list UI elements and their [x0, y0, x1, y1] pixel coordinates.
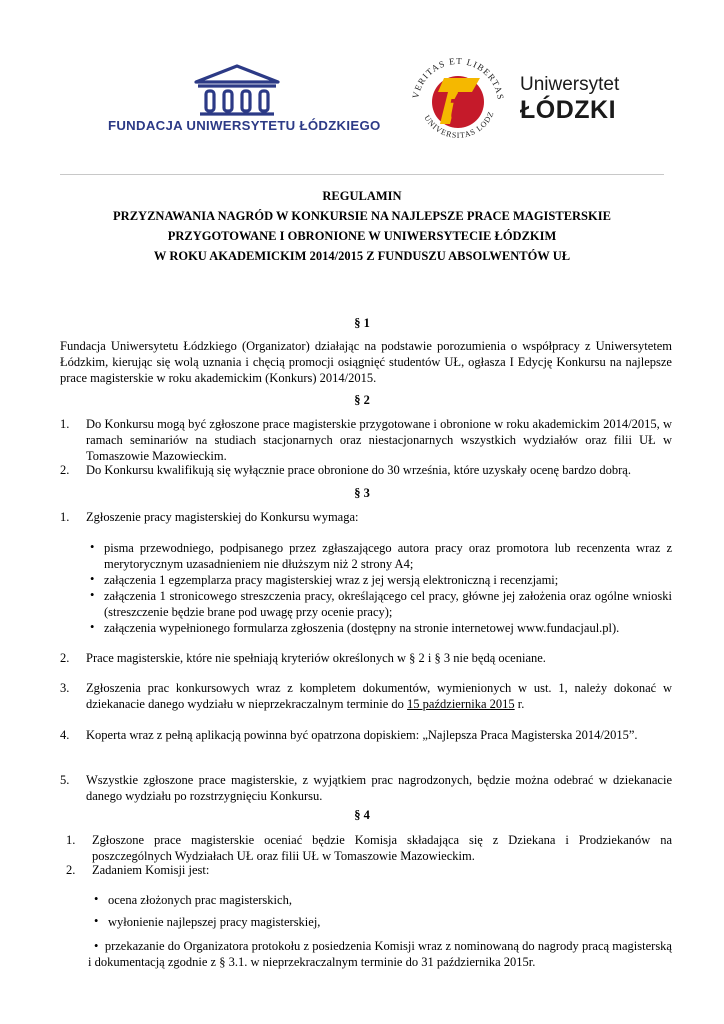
s4-bullet-3-wrap [88, 938, 672, 970]
bullet-icon: • [90, 572, 95, 586]
s3-bullet-2: załączenia 1 egzemplarza pracy magisterskiej wraz z jej wersją elektroniczną i recenzjami; [104, 573, 559, 587]
bullet-icon: • [90, 588, 95, 602]
header-divider [60, 174, 664, 175]
university-name [520, 74, 619, 124]
s3-item-3-suffix: r. [514, 697, 525, 711]
foundation-name: FUNDACJA UNIWERSYTETU ŁÓDZKIEGO [108, 118, 381, 133]
bullet-icon: • [90, 620, 95, 634]
section-3-heading: § 3 [354, 486, 370, 500]
s3-item-3-body: Zgłoszenia prac konkursowych wraz z kompletem dokumentów, wymienionych w ust. 1, należy dokonać w dziekanacie danego wydziału w nieprzekraczalnym terminie do [86, 681, 672, 711]
s4-item-1-num: 1. [66, 833, 76, 847]
section-1-text: Fundacja Uniwersytetu Łódzkiego (Organizator) działając na podstawie porozumienia o współpracy z Uniwersytetem Łódzkim, kierując się wolą uznania i chęcią promocji osiągnięć studentów UŁ, ogłasza I Edycję Konkursu na najlepsze prace magisterskie w roku akademickim (Konkurs) 2014/2015. [60, 339, 672, 385]
university-seal [400, 42, 516, 158]
building-icon [102, 62, 372, 118]
s3-item-2-num: 2. [60, 651, 70, 665]
title-line-1: REGULAMIN [322, 189, 402, 203]
s4-bullet-2: wyłonienie najlepszej pracy magisterskiej, [108, 915, 321, 929]
bullet-icon: • [94, 914, 99, 928]
title-line-3: PRZYGOTOWANE I OBRONIONE W UNIWERSYTECIE ŁÓDZKIM [167, 229, 557, 243]
bullet-icon: • [90, 540, 95, 554]
s3-item-2-text: Prace magisterskie, które nie spełniają kryteriów określonych w § 2 i § 3 nie będą oceniane. [86, 651, 546, 665]
s2-item-2-num: 2. [60, 463, 70, 477]
s4-item-1-text: Zgłoszone prace magisterskie oceniać będzie Komisja składająca się z Dziekana i Prodziekanów na poszczególnych Wydziałach UŁ oraz filii UŁ w Tomaszowie Mazowieckim. [92, 833, 672, 863]
university-line1: Uniwersytet [520, 74, 620, 95]
section-4-heading: § 4 [354, 808, 370, 822]
svg-text:VERITAS ET LIBERTAS: VERITAS ET LIBERTAS [410, 55, 506, 102]
s2-item-1-num: 1. [60, 417, 70, 431]
title-line-4: W ROKU AKADEMICKIM 2014/2015 Z FUNDUSZU ABSOLWENTÓW UŁ [153, 249, 571, 263]
s4-bullet-3: przekazanie do Organizatora protokołu z posiedzenia Komisji wraz z nominowaną do nagrody pracą magisterską i dokumentacją zgodnie z § 3.1. w nieprzekraczalnym terminie do 31 października 2015r. [88, 939, 672, 969]
s4-bullet-1: ocena złożonych prac magisterskich, [108, 893, 292, 907]
s3-item-3-text [86, 680, 672, 712]
section-1-heading: § 1 [354, 316, 370, 330]
svg-text:UNIVERSITAS LODZIENSIS: UNIVERSITAS LODZ [422, 109, 496, 140]
s3-item-3-deadline: 15 października 2015 [407, 697, 515, 711]
bullet-icon: • [94, 939, 105, 953]
s3-item-4-num: 4. [60, 728, 70, 742]
s3-item-1-text: Zgłoszenie pracy magisterskiej do Konkursu wymaga: [86, 510, 359, 524]
s3-bullet-3: załączenia 1 stronicowego streszczenia pracy, określającego cel pracy, główne jej założenia oraz ogólne wnioski (streszczenie będzie brane pod uwagę przy ocenie pracy); [104, 589, 672, 619]
title-line-2: PRZYZNAWANIA NAGRÓD W KONKURSIE NA NAJLEPSZE PRACE MAGISTERSKIE [113, 209, 611, 223]
s3-item-3-num: 3. [60, 681, 70, 695]
s4-item-2-text: Zadaniem Komisji jest: [92, 863, 210, 877]
seal-letter: t [449, 85, 463, 129]
doc-title [60, 186, 664, 266]
s3-item-1-num: 1. [60, 510, 70, 524]
s3-item-5-num: 5. [60, 773, 70, 787]
s2-item-2-text: Do Konkursu kwalifikują się wyłącznie prace obronione do 30 września, które uzyskały ocenę bardzo dobrą. [86, 463, 631, 477]
s3-bullet-4: załączenia wypełnionego formularza zgłoszenia (dostępny na stronie internetowej www.fundacjaul.pl). [104, 621, 620, 635]
foundation-logo [102, 62, 381, 140]
s3-item-5-text: Wszystkie zgłoszone prace magisterskie, z wyjątkiem prac nagrodzonych, będzie można odebrać w dziekanacie danego wydziału po rozstrzygnięciu Konkursu. [86, 773, 672, 803]
s3-item-4-text: Koperta wraz z pełną aplikacją powinna być opatrzona dopiskiem: „Najlepsza Praca Magisterska 2014/2015”. [86, 728, 638, 742]
s4-item-2-num: 2. [66, 863, 76, 877]
s3-bullet-1: pisma przewodniego, podpisanego przez zgłaszającego autora pracy oraz promotora lub recenzenta wraz z merytorycznym uzasadnieniem nie dłuższym niż 2 strony A4; [104, 541, 672, 571]
s2-item-1-text: Do Konkursu mogą być zgłoszone prace magisterskie przygotowane i obronione w roku akademickim 2014/2015, w ramach seminariów na studiach stacjonarnych oraz niestacjonarnych wszystkich wydziałów oraz filii UŁ w Tomaszowie Mazowieckim. [86, 417, 672, 463]
bullet-icon: • [94, 892, 99, 906]
section-2-heading: § 2 [354, 393, 370, 407]
university-line2: ŁÓDZKI [520, 96, 617, 124]
